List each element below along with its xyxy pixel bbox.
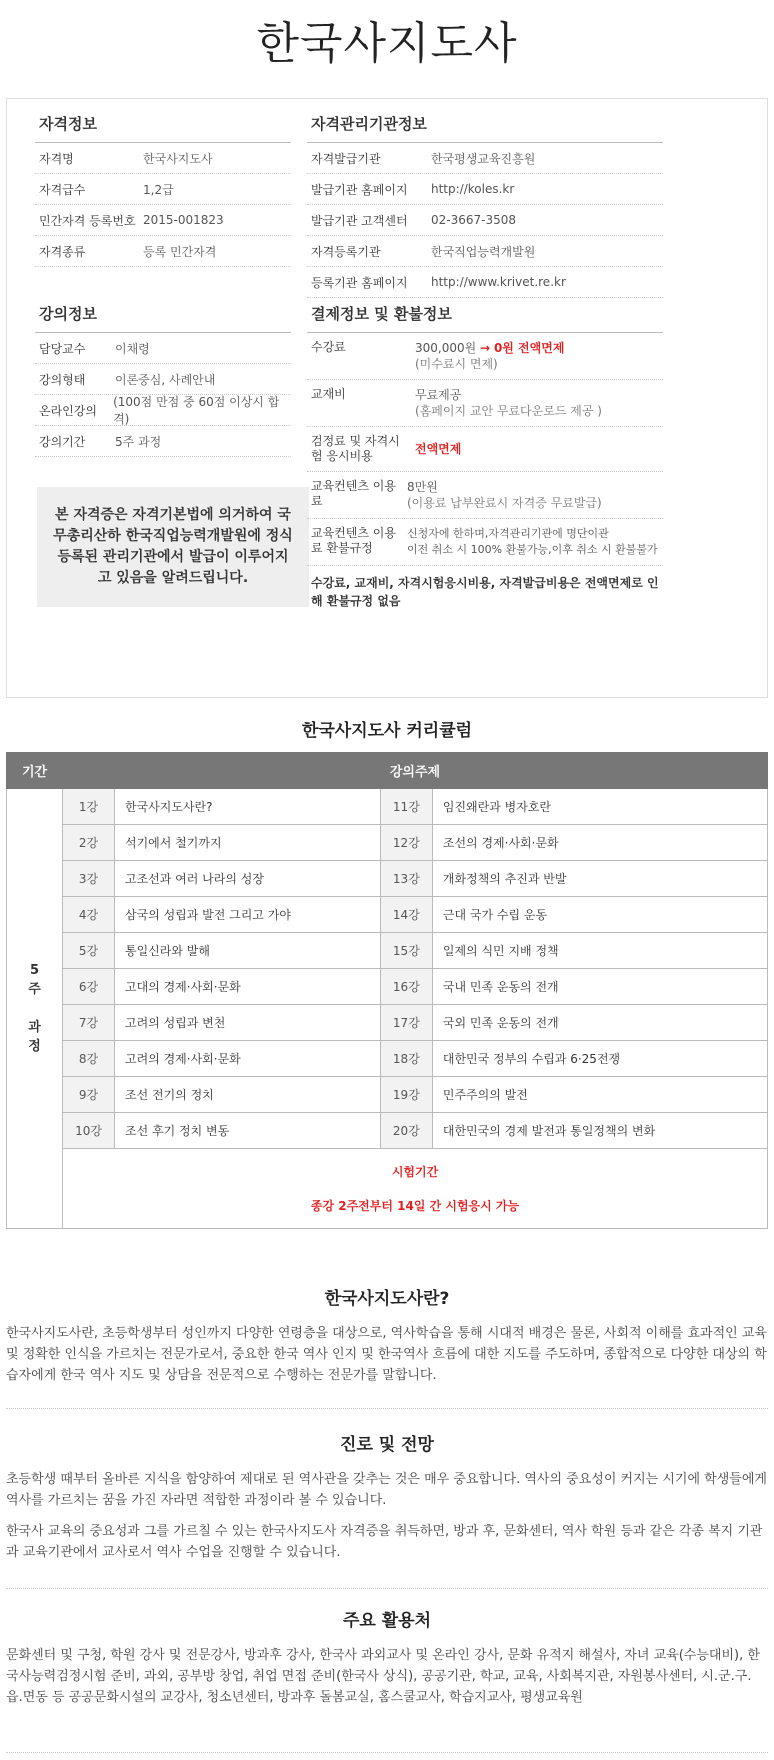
period-line-4: 정 [28, 1039, 41, 1054]
agency-row [307, 174, 663, 205]
lesson-topic: 국외 민족 운동의 전개 [432, 1005, 767, 1041]
period-header: 기간 [7, 753, 63, 789]
lecture-value: 5주 과정 [115, 434, 162, 449]
content-fee-note: (이용료 납부완료시 자격증 무료발급) [407, 496, 602, 510]
lesson-number: 6강 [63, 969, 115, 1005]
lesson-number: 20강 [380, 1113, 432, 1149]
arrow-icon: → [480, 341, 491, 355]
usage-section [6, 1606, 768, 1718]
lecture-title: 강의정보 [35, 299, 291, 333]
qualification-key: 민간자격 등록번호 [39, 213, 136, 228]
table-row [7, 897, 768, 933]
lecture-row [35, 426, 291, 457]
career-body-1: 초등학생 때부터 올바른 지식을 함양하여 제대로 된 역사관을 갖추는 것은 매우 중요합니다. 역사의 중요성이 커지는 시기에 학생들에게 역사를 가르치는 꿈을 가진 자라면 적합한 과정이라 볼 수 있습니다. [6, 1472, 767, 1508]
lecture-value: 이론중심, 사례안내 [115, 372, 216, 387]
lecture-key: 강의기간 [39, 434, 86, 449]
lecture-section [35, 299, 291, 457]
lesson-topic: 조선 후기 정치 변동 [115, 1113, 381, 1149]
agency-row [307, 267, 663, 298]
table-row [7, 933, 768, 969]
lesson-topic: 고려의 성립과 변천 [115, 1005, 381, 1041]
content-fee-row [307, 472, 663, 519]
payment-title: 결제정보 및 환불정보 [307, 299, 663, 333]
lesson-number: 13강 [380, 861, 432, 897]
qualification-key: 자격종류 [39, 244, 86, 259]
qualification-key: 자격급수 [39, 182, 86, 197]
lecture-value: (100점 만점 중 60점 이상시 합격) [113, 395, 280, 426]
material-value: 무료제공 [415, 388, 462, 402]
content-fee-label: 교육컨텐츠 이용료 [311, 479, 396, 508]
about-body: 한국사지도사란, 초등학생부터 성인까지 다양한 연령층을 대상으로, 역사학습을 통해 시대적 배경은 물론, 사회적 이해를 효과적인 교육 및 정확한 인식을 가르치는 전문가로서, 중요한 한국 역사 인지 및 한국역사 흐름에 대한 지도를 주도하며, 종합적으로 다양한 대상의 학습자에게 한국 역사 지도 및 상담을 전문적으로 수행하는 전문가를 말합니다. [6, 1326, 767, 1383]
lesson-topic: 대한민국의 경제 발전과 통일정책의 변화 [432, 1113, 767, 1149]
lecture-row [35, 333, 291, 364]
exam-period-title: 시험기간 [391, 1164, 439, 1179]
lesson-number: 7강 [63, 1005, 115, 1041]
lesson-number: 11강 [380, 789, 432, 825]
table-row [7, 861, 768, 897]
curriculum-header-row [7, 753, 768, 789]
agency-key: 발급기관 홈페이지 [311, 182, 408, 197]
period-line-3: 과 [28, 1020, 41, 1035]
lesson-number: 10강 [63, 1113, 115, 1149]
lesson-number: 14강 [380, 897, 432, 933]
refund-line-1: 신청자에 한하며,자격관리기관에 명단이관 [407, 527, 609, 540]
lesson-topic: 개화정책의 추진과 반발 [432, 861, 767, 897]
table-row [7, 1113, 768, 1149]
agency-value: 02-3667-3508 [431, 213, 517, 227]
lesson-topic: 고대의 경제·사회·문화 [115, 969, 381, 1005]
lesson-number: 12강 [380, 825, 432, 861]
lesson-topic: 조선의 경제·사회·문화 [432, 825, 767, 861]
career-body-2: 한국사 교육의 중요성과 그를 가르칠 수 있는 한국사지도사 자격증을 취득하면, 방과 후, 문화센터, 역사 학원 등과 같은 각종 복지 기관과 교육기관에서 교사로서 역사 수업을 진행할 수 있습니다. [6, 1524, 763, 1560]
tuition-price: 300,000원 [415, 341, 477, 355]
career-title: 진로 및 전망 [340, 1435, 434, 1455]
table-row [7, 1041, 768, 1077]
agency-value: 한국평생교육진흥원 [431, 151, 536, 166]
info-box [6, 98, 768, 698]
period-line-1: 5 [29, 963, 40, 978]
qualification-row [35, 174, 291, 205]
lesson-topic: 임진왜란과 병자호란 [432, 789, 767, 825]
lesson-topic: 국내 민족 운동의 전개 [432, 969, 767, 1005]
tuition-row [307, 333, 663, 380]
lesson-topic: 삼국의 성립과 발전 그리고 가야 [115, 897, 381, 933]
about-section [6, 1284, 768, 1396]
agency-row [307, 143, 663, 174]
period-cell [7, 789, 63, 1229]
usage-body: 문화센터 및 구청, 학원 강사 및 전문강사, 방과후 강사, 한국사 과외교사 및 온라인 강사, 문화 유적지 해설사, 자녀 교육(수능대비), 한국사능력검정시험 준비, 과외, 공부방 창업, 취업 면접 준비(한국사 상식), 공공기관, 학교, 교육, 사회복지관, 자원봉사센터, 시.군.구.읍.면동 등 공공문화시설의 교강사, 청소년센터, 방과후 돌봄교실, 홈스쿨교사, 학습지교사, 평생교육원 [6, 1648, 760, 1705]
career-section [6, 1430, 768, 1573]
qualification-value: 1,2급 [143, 182, 174, 197]
lesson-number: 1강 [63, 789, 115, 825]
lesson-topic: 대한민국 정부의 수립과 6·25전쟁 [432, 1041, 767, 1077]
topic-header: 강의주제 [63, 753, 768, 789]
lesson-number: 15강 [380, 933, 432, 969]
exam-fee-row [307, 427, 663, 472]
lesson-topic: 통일신라와 발해 [115, 933, 381, 969]
period-line-2: 주 [28, 982, 41, 997]
qualification-key: 자격명 [39, 151, 74, 166]
lesson-number: 19강 [380, 1077, 432, 1113]
lecture-key: 온라인강의 [39, 403, 97, 418]
qualification-row [35, 236, 291, 267]
exam-period-row [7, 1149, 768, 1229]
lecture-row [35, 364, 291, 395]
notice-box: 본 자격증은 자격기본법에 의거하여 국무총리산하 한국직업능력개발원에 정식 등록된 관리기관에서 발급이 이루어지고 있음을 알려드립니다. [37, 487, 309, 607]
table-row [7, 789, 768, 825]
qualification-value: 등록 민간자격 [143, 244, 217, 259]
qualification-value: 한국사지도사 [143, 151, 213, 166]
payment-section [307, 299, 663, 610]
lesson-topic: 고조선과 여러 나라의 성장 [115, 861, 381, 897]
lecture-value: 이채령 [115, 341, 150, 356]
exam-period-desc: 종강 2주전부터 14일 간 시험응시 가능 [310, 1198, 520, 1213]
content-fee-value: 8만원 [407, 480, 438, 494]
agency-key: 자격등록기관 [311, 244, 381, 259]
agency-row [307, 236, 663, 267]
qualification-row [35, 205, 291, 236]
lesson-topic: 석기에서 철기까지 [115, 825, 381, 861]
lesson-topic: 민주주의의 발전 [432, 1077, 767, 1113]
exam-period-cell [63, 1149, 768, 1229]
lesson-number: 3강 [63, 861, 115, 897]
material-label: 교재비 [311, 387, 346, 401]
qualification-row [35, 143, 291, 174]
payment-final-note: 수강료, 교재비, 자격시험응시비용, 자격발급비용은 전액면제로 인해 환불규정 없음 [311, 576, 659, 608]
lecture-key: 강의형태 [39, 372, 86, 387]
lesson-topic: 근대 국가 수립 운동 [432, 897, 767, 933]
lesson-number: 5강 [63, 933, 115, 969]
lesson-number: 8강 [63, 1041, 115, 1077]
lesson-number: 9강 [63, 1077, 115, 1113]
agency-row [307, 205, 663, 236]
agency-key: 자격발급기관 [311, 151, 381, 166]
qualification-value: 2015-001823 [143, 213, 224, 227]
about-title: 한국사지도사란? [324, 1289, 450, 1309]
tuition-label: 수강료 [311, 340, 346, 354]
agency-title: 자격관리기관정보 [307, 109, 663, 143]
lesson-topic: 한국사지도사란? [115, 789, 381, 825]
curriculum-title: 한국사지도사 커리큘럼 [301, 721, 473, 741]
table-row [7, 1077, 768, 1113]
divider [6, 1588, 768, 1589]
material-note: (홈페이지 교안 무료다운로드 제공 ) [415, 404, 602, 418]
refund-line-2: 이전 취소 시 100% 환불가능,이후 취소 시 환불불가 [407, 543, 658, 556]
lecture-key: 담당교수 [39, 341, 86, 356]
tuition-free: 0원 전액면제 [493, 341, 565, 355]
refund-row [307, 519, 663, 566]
lesson-topic: 조선 전기의 정치 [115, 1077, 381, 1113]
agency-key: 등록기관 홈페이지 [311, 275, 408, 290]
divider [6, 1408, 768, 1409]
lesson-number: 4강 [63, 897, 115, 933]
lesson-topic: 고려의 경제·사회·문화 [115, 1041, 381, 1077]
agency-homepage-link[interactable]: http://koles.kr [431, 182, 515, 196]
qualification-title: 자격정보 [35, 109, 291, 143]
tuition-note: (미수료시 면제) [415, 357, 498, 371]
curriculum-table [6, 752, 768, 1229]
agency-section [307, 109, 663, 298]
table-row [7, 825, 768, 861]
lesson-number: 17강 [380, 1005, 432, 1041]
refund-label: 교육컨텐츠 이용료 환불규정 [311, 526, 396, 555]
table-row [7, 1005, 768, 1041]
agency-key: 발급기관 고객센터 [311, 213, 408, 228]
page-title: 한국사지도사 [256, 18, 518, 69]
divider [6, 1752, 768, 1753]
table-row [7, 969, 768, 1005]
exam-fee-value: 전액면제 [415, 442, 462, 456]
lesson-number: 16강 [380, 969, 432, 1005]
qualification-section [35, 109, 291, 267]
usage-title: 주요 활용처 [342, 1611, 432, 1631]
exam-fee-label: 검정료 및 자격시험 응시비용 [311, 434, 400, 463]
registry-homepage-link[interactable]: http://www.krivet.re.kr [431, 275, 566, 289]
agency-value: 한국직업능력개발원 [431, 244, 536, 259]
material-row [307, 380, 663, 427]
lecture-row [35, 395, 291, 426]
lesson-number: 18강 [380, 1041, 432, 1077]
lesson-number: 2강 [63, 825, 115, 861]
lesson-topic: 일제의 식민 지배 정책 [432, 933, 767, 969]
